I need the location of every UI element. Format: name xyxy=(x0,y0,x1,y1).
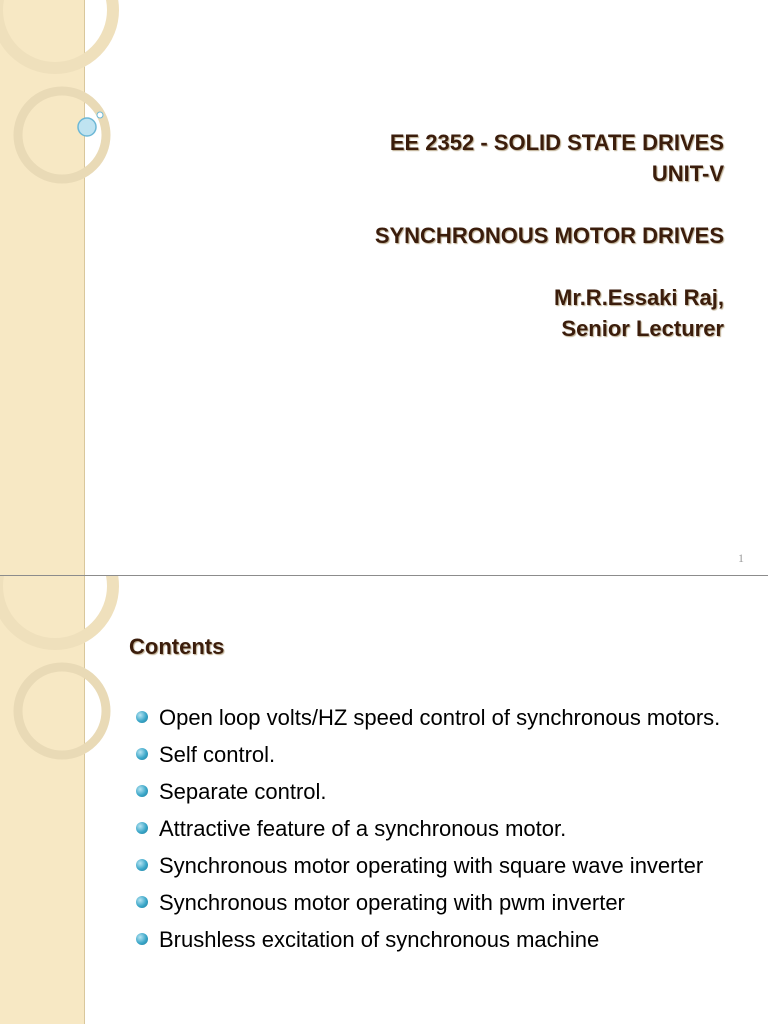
contents-title: Contents xyxy=(129,634,225,659)
list-item: Brushless excitation of synchronous machine xyxy=(133,925,733,955)
bullet-icon xyxy=(136,711,148,723)
bullet-icon xyxy=(136,822,148,834)
list-item: Separate control. xyxy=(133,777,733,807)
title-block xyxy=(375,127,724,344)
list-item: Open loop volts/HZ speed control of synchronous motors. xyxy=(133,703,733,733)
course-title: EE 2352 - SOLID STATE DRIVES xyxy=(389,130,724,155)
decorative-circles xyxy=(0,576,130,776)
bullet-icon xyxy=(136,748,148,760)
author-role: Senior Lecturer xyxy=(561,316,724,341)
bullet-icon xyxy=(136,859,148,871)
list-item: Self control. xyxy=(133,740,733,770)
bullet-icon xyxy=(136,785,148,797)
author-name: Mr.R.Essaki Raj, xyxy=(554,285,724,310)
topic-title: SYNCHRONOUS MOTOR DRIVES xyxy=(374,223,724,248)
list-item: Attractive feature of a synchronous motor. xyxy=(133,814,733,844)
list-item: Synchronous motor operating with pwm inverter xyxy=(133,888,733,918)
decorative-circles xyxy=(0,0,130,200)
bullet-icon xyxy=(136,933,148,945)
unit-label: UNIT-V xyxy=(651,161,724,186)
contents-list xyxy=(133,703,733,962)
bullet-icon xyxy=(136,896,148,908)
slide-number: 1 xyxy=(738,551,744,565)
list-item: Synchronous motor operating with square wave inverter xyxy=(133,851,733,881)
